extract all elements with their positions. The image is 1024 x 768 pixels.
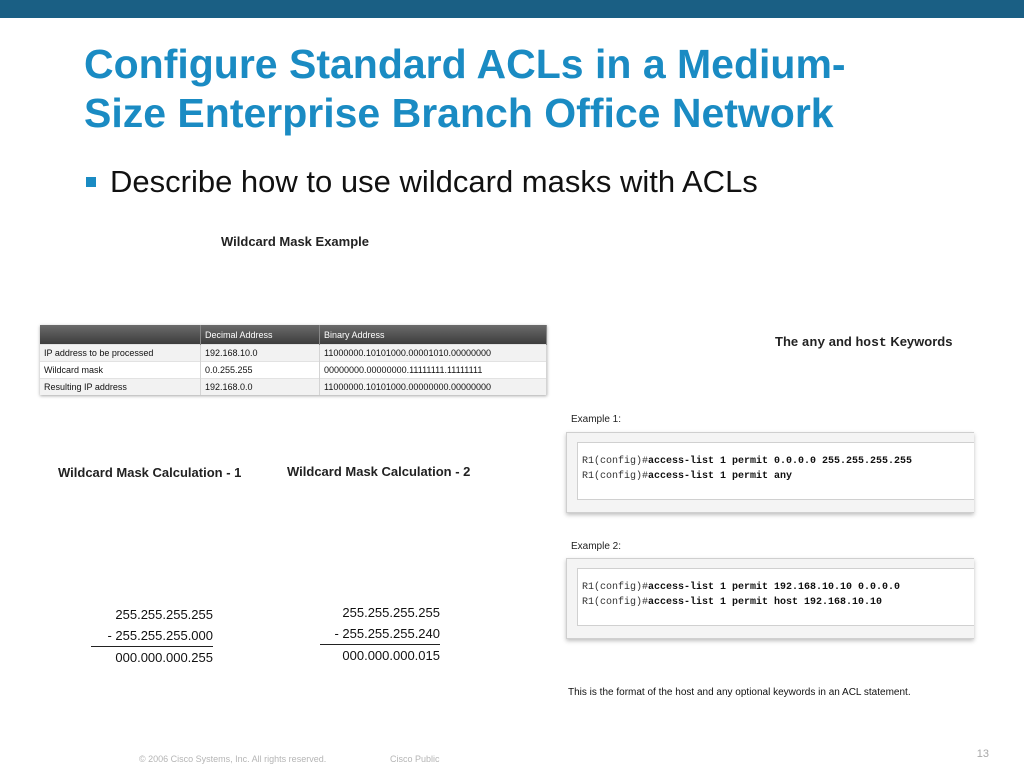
keywords-title-text: The xyxy=(775,334,802,349)
table-cell: IP address to be processed xyxy=(40,345,201,362)
wildcard-example-title: Wildcard Mask Example xyxy=(221,234,369,249)
table-header-row xyxy=(40,325,547,345)
keywords-title-text: and xyxy=(825,334,856,349)
example2-code-box xyxy=(566,558,974,639)
title-line-2: Size Enterprise Branch Office Network xyxy=(84,90,834,136)
code-prompt: R1(config)# xyxy=(582,471,649,482)
calc2-title: Wildcard Mask Calculation - 2 xyxy=(287,464,471,479)
top-banner xyxy=(0,0,1024,18)
example1-label: Example 1: xyxy=(571,414,622,425)
table-cell: 11000000.10101000.00000000.00000000 xyxy=(320,379,547,396)
keywords-title-text: Keywords xyxy=(886,334,953,349)
table-cell: Resulting IP address xyxy=(40,379,201,396)
calc2-minuend: 255.255.255.255 xyxy=(342,605,440,620)
code-prompt: R1(config)# xyxy=(582,456,649,467)
keywords-note: This is the format of the host and any optional keywords in an ACL statement. xyxy=(568,687,911,698)
table-cell: 192.168.10.0 xyxy=(201,345,320,362)
page-number: 13 xyxy=(976,748,989,760)
footer-copyright: © 2006 Cisco Systems, Inc. All rights reserved. xyxy=(139,754,327,764)
calc1-title: Wildcard Mask Calculation - 1 xyxy=(58,465,242,480)
code-command: access-list 1 permit any xyxy=(648,471,793,482)
code-command: access-list 1 permit 0.0.0.0 255.255.255.255 xyxy=(648,456,913,467)
table-row xyxy=(40,379,547,396)
code-line xyxy=(582,582,900,593)
table-row xyxy=(40,345,547,362)
code-prompt: R1(config)# xyxy=(582,582,649,593)
wildcard-example-table xyxy=(40,325,547,395)
table-row xyxy=(40,362,547,379)
keyword-any: any xyxy=(801,335,826,350)
table-header: Binary Address xyxy=(320,325,547,345)
table-cell: 11000000.10101000.00001010.00000000 xyxy=(320,345,547,362)
table-cell: 0.0.255.255 xyxy=(201,362,320,379)
slide-title xyxy=(84,40,984,138)
table-cell: Wildcard mask xyxy=(40,362,201,379)
code-command: access-list 1 permit 192.168.10.10 0.0.0.0 xyxy=(648,582,901,593)
table-cell: 00000000.00000000.11111111.11111111 xyxy=(320,362,547,379)
code-line xyxy=(582,456,912,467)
bullet-text: Describe how to use wildcard masks with ACLs xyxy=(110,164,758,199)
calc1-subtrahend: - 255.255.255.000 xyxy=(91,625,213,647)
table-cell: 192.168.0.0 xyxy=(201,379,320,396)
calc2-result: 000.000.000.015 xyxy=(342,648,440,663)
example2-code-area xyxy=(577,568,974,626)
calc1-result: 000.000.000.255 xyxy=(115,650,213,665)
keywords-title xyxy=(775,334,952,350)
table-header xyxy=(40,325,201,345)
code-line xyxy=(582,597,882,608)
calc1-minuend: 255.255.255.255 xyxy=(115,607,213,622)
code-line xyxy=(582,471,792,482)
calc2-subtrahend: - 255.255.255.240 xyxy=(320,623,440,645)
keyword-host: host xyxy=(855,335,887,350)
example1-code-box xyxy=(566,432,974,513)
code-prompt: R1(config)# xyxy=(582,597,649,608)
code-command: access-list 1 permit host 192.168.10.10 xyxy=(648,597,883,608)
calc2-block xyxy=(320,602,440,666)
example2-label: Example 2: xyxy=(571,541,622,552)
bullet-square-icon xyxy=(86,177,96,187)
table-header: Decimal Address xyxy=(201,325,320,345)
example1-code-area xyxy=(577,442,974,500)
title-line-1: Configure Standard ACLs in a Medium- xyxy=(84,41,846,87)
calc1-block xyxy=(91,604,213,668)
footer-classification: Cisco Public xyxy=(390,754,440,764)
